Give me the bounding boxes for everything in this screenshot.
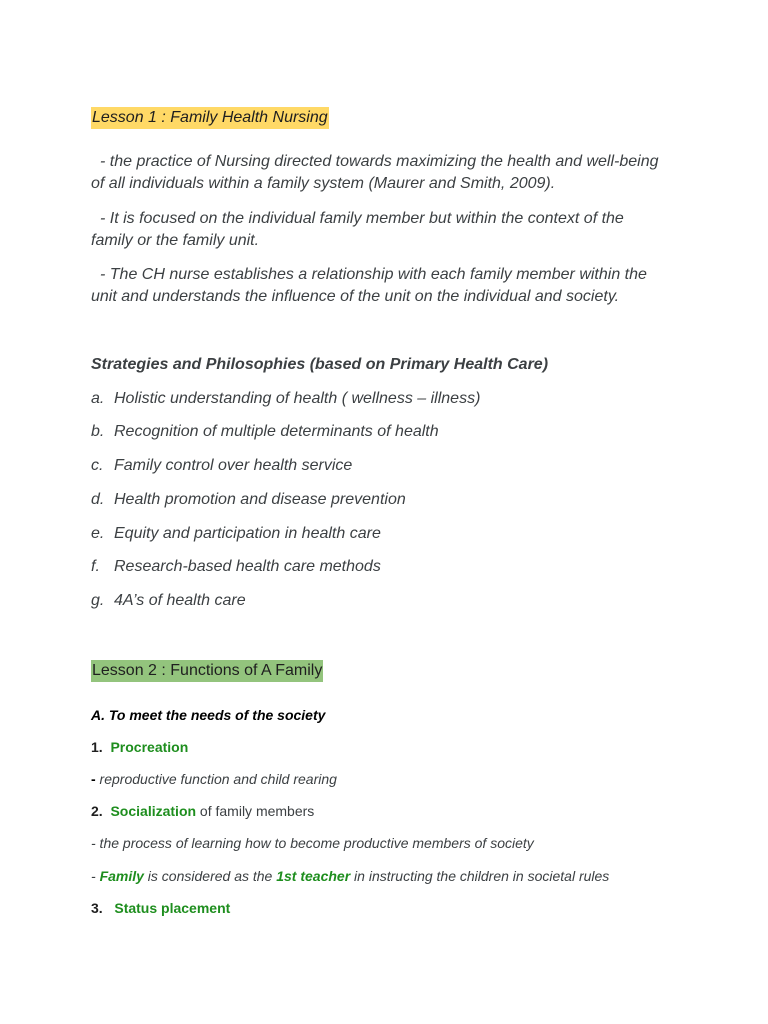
list-item <box>91 455 352 477</box>
list-item <box>91 421 439 443</box>
list-text: Holistic understanding of health ( wellness – illness) <box>114 390 481 407</box>
dash: - <box>91 771 96 787</box>
strategies-heading: Strategies and Philosophies (based on Primary Health Care) <box>91 356 549 373</box>
item-status-placement <box>91 898 230 918</box>
list-item <box>91 523 381 545</box>
lesson1-paragraph-2 <box>91 208 691 252</box>
list-item <box>91 556 381 578</box>
item-label: Status placement <box>114 900 231 916</box>
item-number: 3. <box>91 900 103 916</box>
list-item <box>91 388 480 410</box>
list-text: Equity and participation in health care <box>114 525 381 542</box>
item-procreation-desc <box>91 769 337 789</box>
lesson1-paragraph-1 <box>91 151 691 195</box>
paragraph-line: - The CH nurse establishes a relationship with each family member within the <box>100 266 647 283</box>
list-marker: f. <box>91 558 100 575</box>
list-marker: a. <box>91 390 105 407</box>
item-label: Procreation <box>110 739 189 755</box>
list-item <box>91 489 406 511</box>
list-item <box>91 590 246 612</box>
item-number: 1. <box>91 739 103 755</box>
item-procreation <box>91 737 188 757</box>
list-text: Recognition of multiple determinants of health <box>114 423 439 440</box>
desc-mid: is considered as the <box>143 868 277 884</box>
item-socialization-desc-1: - the process of learning how to become productive members of society <box>91 835 534 851</box>
item-socialization <box>91 801 314 821</box>
section-a-heading: A. To meet the needs of the society <box>91 707 326 723</box>
lesson1-paragraph-3 <box>91 264 691 308</box>
family-emphasis: Family <box>99 868 144 884</box>
paragraph-line: unit and understands the influence of the unit on the individual and society. <box>91 288 620 305</box>
list-marker: b. <box>91 423 105 440</box>
lesson2-title: Lesson 2 : Functions of A Family <box>91 660 323 682</box>
list-text: Health promotion and disease prevention <box>114 491 406 508</box>
list-marker: d. <box>91 491 105 508</box>
list-marker: g. <box>91 592 105 609</box>
item-number: 2. <box>91 803 103 819</box>
paragraph-line: family or the family unit. <box>91 232 260 249</box>
list-marker: c. <box>91 457 104 474</box>
list-marker: e. <box>91 525 105 542</box>
paragraph-line: - It is focused on the individual family member but within the context of the <box>100 210 624 227</box>
lesson1-title: Lesson 1 : Family Health Nursing <box>91 107 329 129</box>
list-text: Research-based health care methods <box>114 558 381 575</box>
item-label: Socialization <box>110 803 197 819</box>
paragraph-line: - the practice of Nursing directed towards maximizing the health and well-being <box>100 153 659 170</box>
teacher-emphasis: 1st teacher <box>276 868 351 884</box>
item-socialization-desc-2 <box>91 866 609 886</box>
list-text: 4A’s of health care <box>114 592 246 609</box>
desc-text: reproductive function and child rearing <box>95 771 337 787</box>
desc-prefix: - <box>91 868 100 884</box>
paragraph-line: of all individuals within a family system (Maurer and Smith, 2009). <box>91 175 556 192</box>
item-rest: of family members <box>196 803 315 819</box>
desc-suffix: in instructing the children in societal rules <box>350 868 610 884</box>
list-text: Family control over health service <box>114 457 353 474</box>
